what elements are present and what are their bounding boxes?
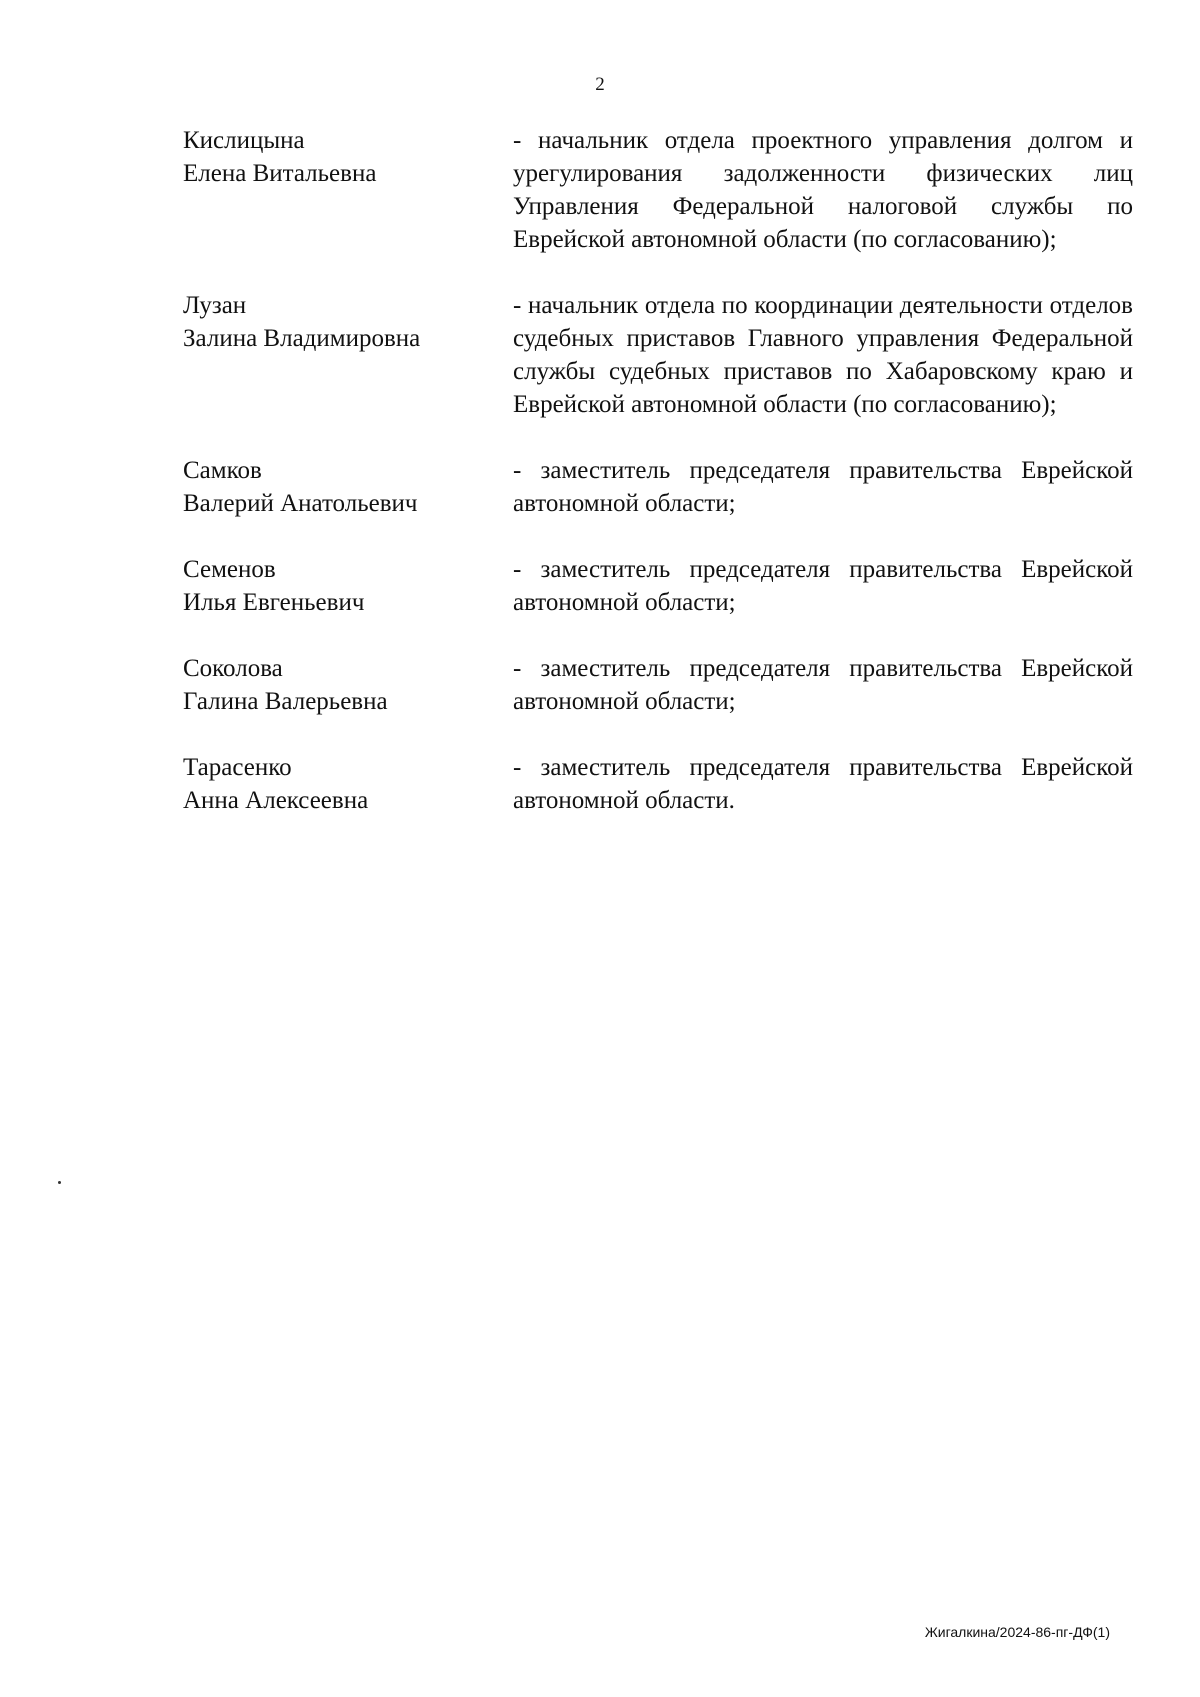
page-number: 2 [595, 74, 605, 95]
member-role: - заместитель председателя правительства Еврейской автономной области; [513, 556, 1133, 616]
member-name [183, 454, 513, 520]
member-entry [183, 751, 1133, 817]
member-given-names: Анна Алексеевна [183, 787, 369, 814]
member-entry [183, 553, 1133, 619]
member-given-names: Залина Владимировна [183, 325, 421, 352]
member-given-names: Илья Евгеньевич [183, 589, 365, 616]
member-role: - заместитель председателя правительства Еврейской автономной области. [513, 754, 1133, 814]
member-surname: Тарасенко [183, 754, 292, 781]
member-entry [183, 454, 1133, 520]
member-surname: Самков [183, 457, 262, 484]
member-surname: Кислицына [183, 127, 305, 154]
member-surname: Лузан [183, 292, 247, 319]
margin-dot [58, 1181, 61, 1184]
member-surname: Семенов [183, 556, 276, 583]
member-entry [183, 124, 1133, 256]
member-given-names: Валерий Анатольевич [183, 490, 418, 517]
member-entry [183, 289, 1133, 421]
footer-code: Жигалкина/2024-86-пг-ДФ(1) [924, 1624, 1110, 1640]
member-name [183, 751, 513, 817]
member-name [183, 289, 513, 421]
member-given-names: Галина Валерьевна [183, 688, 388, 715]
member-role: - заместитель председателя правительства Еврейской автономной области; [513, 457, 1133, 517]
member-name [183, 553, 513, 619]
member-list [183, 124, 1133, 850]
member-role: - заместитель председателя правительства Еврейской автономной области; [513, 655, 1133, 715]
member-name [183, 652, 513, 718]
member-name [183, 124, 513, 256]
member-role: - начальник отдела по координации деятельности отделов судебных приставов Главного управления Федеральной службы судебных приставов по Хабаровскому краю и Еврейской автономной области (по согласованию); [513, 292, 1133, 418]
member-surname: Соколова [183, 655, 283, 682]
member-given-names: Елена Витальевна [183, 160, 377, 187]
member-role: - начальник отдела проектного управления долгом и урегулирования задолженности физических лиц Управления Федеральной налоговой службы по Еврейской автономной области (по согласованию); [513, 127, 1133, 253]
member-entry [183, 652, 1133, 718]
